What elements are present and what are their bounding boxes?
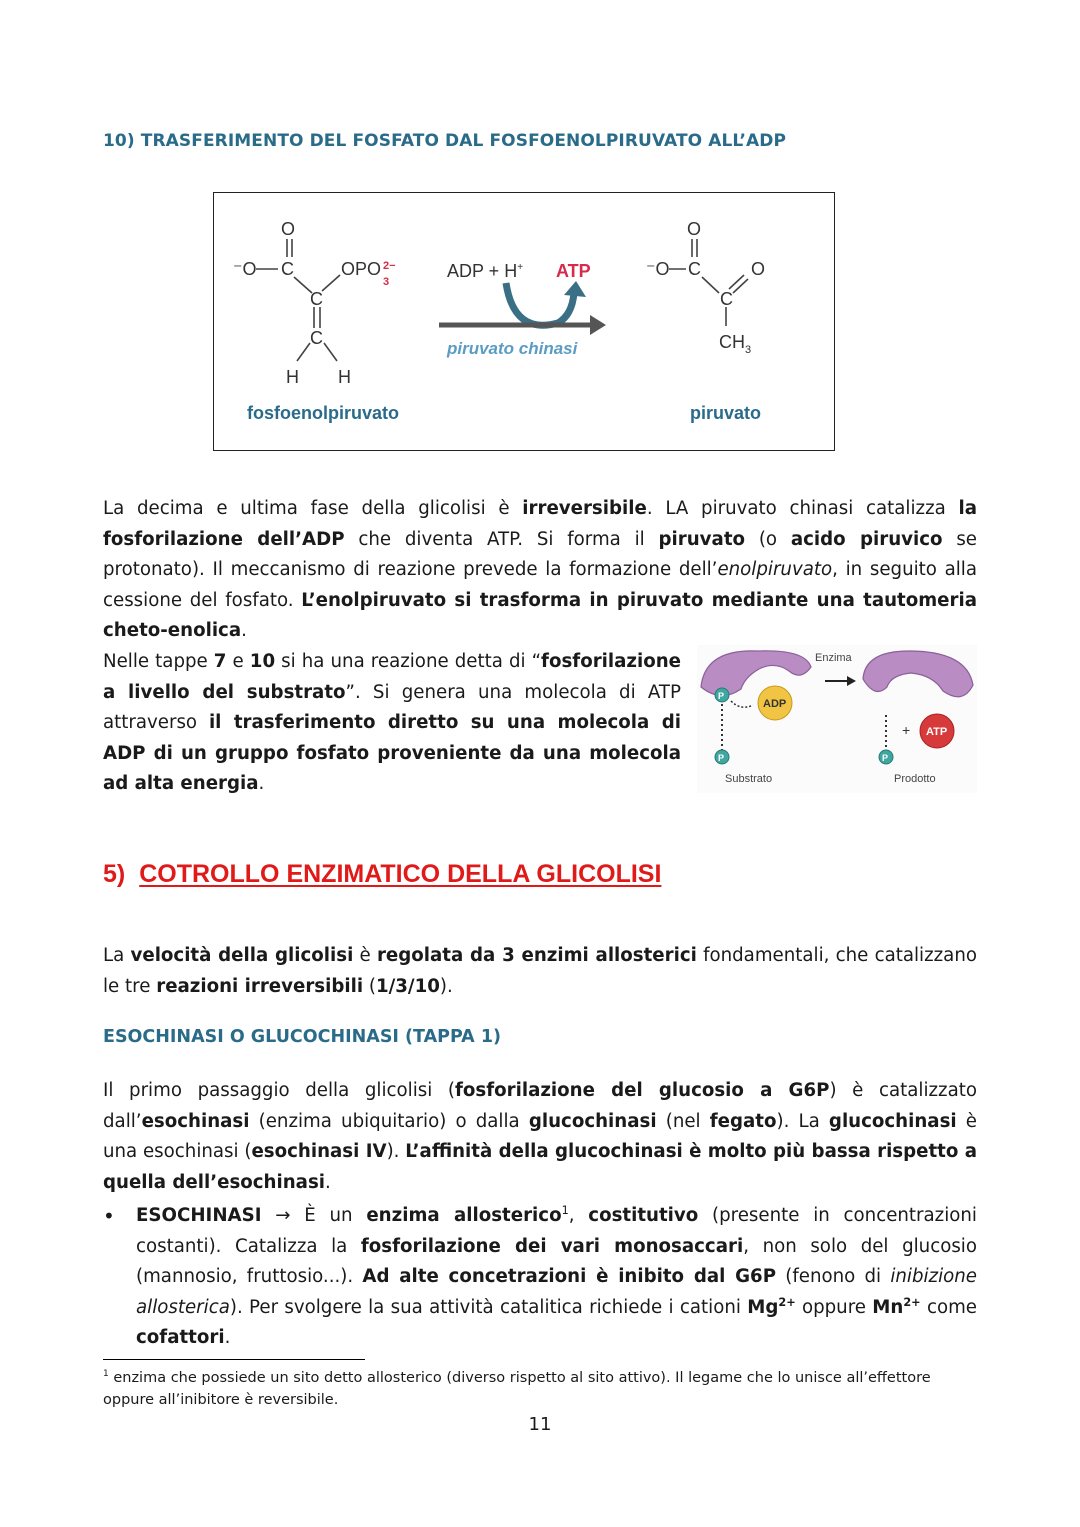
- cofactor-in-sup: +: [517, 262, 524, 273]
- paragraph4-run: ) è catalizzato dall’: [103, 1080, 978, 1132]
- reagent-atom-ominus: ⁻O: [233, 259, 257, 279]
- bullet-run: , non solo del glucosio (mannosio, fruttosio...).: [136, 1235, 977, 1287]
- bullet-run: Mn: [872, 1296, 904, 1318]
- plus-sign: +: [902, 722, 911, 738]
- section-number: 5): [103, 860, 126, 888]
- bullet-run: Mg: [747, 1296, 779, 1318]
- phosphate-group-label: [341, 259, 381, 279]
- paragraph2-run: e: [226, 651, 250, 672]
- paragraph3-run: velocità della glicolisi: [130, 945, 354, 966]
- subheading-esochinasi: ESOCHINASI O GLUCOCHINASI (TAPPA 1): [103, 1027, 501, 1047]
- paragraph4-run: ).: [386, 1141, 406, 1162]
- product-atom-o-right: O: [751, 259, 766, 279]
- cofactor-in: [447, 261, 523, 281]
- page-number: 11: [528, 1414, 552, 1435]
- paragraph4-run: esochinasi: [141, 1110, 250, 1132]
- paragraph4-run: (enzima ubiquitario) o dalla: [249, 1110, 529, 1132]
- paragraph-first-step: [103, 1076, 977, 1198]
- reagent-name: fosfoenolpiruvato: [247, 403, 399, 423]
- paragraph1-run: che diventa ATP. Si forma il: [344, 528, 659, 550]
- paragraph3-run: (: [363, 975, 376, 997]
- paragraph1-run: irreversibile: [522, 498, 647, 519]
- paragraph4-run: fegato: [709, 1110, 777, 1132]
- paragraph4-run: è una esochinasi (: [103, 1110, 977, 1162]
- reagent-atom-h2: H: [338, 367, 351, 387]
- bullet-run: 2+: [778, 1295, 796, 1309]
- paragraph3-run: regolata da 3 enzimi allosterici: [376, 945, 697, 966]
- paragraph1-run: acido piruvico: [790, 528, 943, 550]
- transition-arrow-head: [847, 676, 856, 686]
- bullet-run: → È un: [261, 1205, 367, 1226]
- paragraph1-run: piruvato: [658, 528, 746, 550]
- paragraph4-run: (nel: [656, 1110, 710, 1132]
- enzyme-name: piruvato chinasi: [447, 339, 578, 358]
- phosphate-top-label: P: [718, 691, 725, 701]
- bullet-run: inibizione allosterica: [136, 1266, 977, 1318]
- footnote: [103, 1367, 977, 1411]
- paragraph4-run: ). La: [776, 1110, 829, 1132]
- reaction-arrow-head: [590, 315, 606, 335]
- product-atom-ch3-sub: 3: [745, 344, 752, 356]
- reagent-atom-c2: C: [310, 289, 323, 309]
- paragraph-irreversible: [103, 494, 977, 647]
- paragraph1-run: . LA piruvato chinasi catalizza: [646, 498, 959, 519]
- reaction-figure: [213, 192, 835, 451]
- paragraph4-run: L’affinità della glucochinasi è molto più bassa rispetto a quella dell’esochinasi: [103, 1141, 977, 1193]
- paragraph1-run: la fosforilazione dell’ADP: [103, 498, 978, 550]
- product-atom-o-top: O: [687, 219, 702, 239]
- product-atom-ch3: [719, 332, 751, 356]
- bullet-run: fosforilazione dei vari monosaccari: [360, 1235, 744, 1257]
- product-atom-ch3-text: CH: [719, 332, 745, 352]
- bullet-run: (fenono di: [776, 1266, 891, 1287]
- paragraph2-run: il trasferimento diretto su una molecola di ADP di un gruppo fosfato proveniente da una molecola ad alta energia: [103, 712, 681, 794]
- bullet-text: [136, 1201, 977, 1354]
- atp-label: ATP: [926, 726, 948, 738]
- phosphate-group-sup: 2−: [383, 260, 396, 272]
- enzyme-shape-right: [863, 651, 973, 697]
- step-heading: 10) TRASFERIMENTO DEL FOSFATO DAL FOSFOENOLPIRUVATO ALL’ADP: [103, 131, 787, 151]
- reagent-structure: [256, 239, 340, 361]
- cofactor-out: ATP: [556, 261, 591, 281]
- paragraph1-run: (o: [745, 528, 791, 550]
- bullet-marker: •: [103, 1204, 115, 1228]
- enzyme-label: Enzima: [815, 652, 852, 664]
- phosphate-bottom-label: P: [718, 753, 725, 763]
- bullet-run: ). Per svolgere la sua attività catalitica richiede i cationi: [229, 1296, 748, 1318]
- product-structure: [669, 239, 748, 326]
- paragraph-substrate-phosphorylation: [103, 647, 681, 800]
- reagent-atom-h1: H: [286, 367, 299, 387]
- reagent-atom-c1: C: [281, 259, 294, 279]
- product-name: piruvato: [690, 403, 762, 423]
- enzyme-shape-left: [701, 651, 811, 696]
- paragraph4-run: fosforilazione del glucosio a G6P: [455, 1080, 830, 1101]
- paragraph2-run: Nelle tappe: [103, 651, 214, 672]
- reagent-atom-c3: C: [310, 328, 323, 348]
- product-atom-c2: C: [720, 289, 733, 309]
- product-atom-c1: C: [688, 259, 701, 279]
- product-phosphate-label: P: [882, 753, 889, 763]
- paragraph2-run: .: [258, 773, 265, 794]
- paragraph-allosteric-enzymes: [103, 941, 977, 1002]
- paragraph2-run: si ha una reazione detta di “: [275, 651, 542, 672]
- bullet-run: come: [920, 1296, 977, 1318]
- paragraph1-run: se protonato). Il meccanismo di reazione prevede la formazione dell’: [103, 528, 977, 580]
- transfer-arrow: [731, 701, 753, 707]
- reagent-atom-o-top: O: [281, 219, 296, 239]
- substrate-level-figure: [697, 645, 977, 793]
- paragraph4-run: glucochinasi: [828, 1110, 957, 1132]
- substrate-label: Substrato: [725, 773, 773, 785]
- bullet-run: ESOCHINASI: [136, 1205, 262, 1226]
- paragraph3-run: è: [353, 945, 377, 966]
- paragraph2-run: fosforilazione a livello del substrato: [103, 651, 681, 703]
- substrate-level-diagram: [697, 645, 977, 793]
- phosphate-group-text: OPO: [341, 259, 382, 279]
- bullet-run: Ad alte concetrazioni è inibito dal G6P: [362, 1266, 777, 1287]
- product-label: Prodotto: [894, 773, 936, 785]
- paragraph1-run: .: [241, 620, 247, 641]
- reaction-diagram: [214, 193, 834, 450]
- footnote-marker: 1: [103, 1369, 109, 1380]
- paragraph1-run: L’enolpiruvato si trasforma in piruvato mediante una tautomeria cheto-enolica: [103, 589, 977, 641]
- phosphate-group-sub: 3: [383, 276, 390, 288]
- paragraph4-run: glucochinasi: [528, 1110, 657, 1132]
- bullet-run: oppure: [795, 1296, 873, 1318]
- paragraph3-run: La: [103, 945, 131, 966]
- paragraph3-run: reazioni irreversibili: [156, 975, 364, 997]
- footnote-rule: [103, 1359, 365, 1360]
- bullet-run: 1: [561, 1203, 569, 1217]
- paragraph2-run: 7: [213, 651, 227, 672]
- paragraph3-run: 1/3/10: [375, 975, 440, 997]
- paragraph3-run: fondamentali, che catalizzano le tre: [103, 945, 977, 997]
- paragraph1-run: enolpiruvato: [717, 559, 833, 580]
- paragraph1-run: La decima e ultima fase della glicolisi è: [103, 498, 523, 519]
- section-title: [103, 860, 661, 889]
- paragraph2-run: ”. Si genera una molecola di ATP attraverso: [103, 681, 681, 733]
- bullet-run: costitutivo: [588, 1205, 699, 1226]
- cofactor-curved-arrow: [506, 283, 574, 325]
- bullet-run: 2+: [903, 1295, 921, 1309]
- product-atom-ominus: ⁻O: [646, 259, 670, 279]
- adp-label: ADP: [763, 698, 787, 710]
- bullet-run: .: [224, 1327, 231, 1348]
- cofactor-in-text: ADP + H: [447, 261, 518, 281]
- paragraph4-run: Il primo passaggio della glicolisi (: [103, 1080, 455, 1101]
- bullet-run: enzima allosterico: [366, 1205, 562, 1226]
- paragraph3-run: ).: [439, 975, 453, 997]
- paragraph2-run: 10: [249, 651, 276, 672]
- curved-arrow-head: [564, 281, 586, 297]
- paragraph1-run: , in seguito alla cessione del fosfato.: [103, 559, 977, 611]
- paragraph4-run: esochinasi IV: [251, 1141, 387, 1162]
- bullet-run: ,: [568, 1205, 589, 1226]
- bullet-run: cofattori: [136, 1327, 225, 1348]
- section-title-text: COTROLLO ENZIMATICO DELLA GLICOLISI: [139, 860, 662, 888]
- bullet-run: (presente in concentrazioni costanti). Catalizza la: [136, 1205, 977, 1257]
- footnote-text: enzima che possiede un sito detto allosterico (diverso rispetto al sito attivo). Il legame che lo unisce all’effettore oppure all’inibitore è reversibile.: [103, 1370, 931, 1408]
- paragraph4-run: .: [325, 1171, 331, 1193]
